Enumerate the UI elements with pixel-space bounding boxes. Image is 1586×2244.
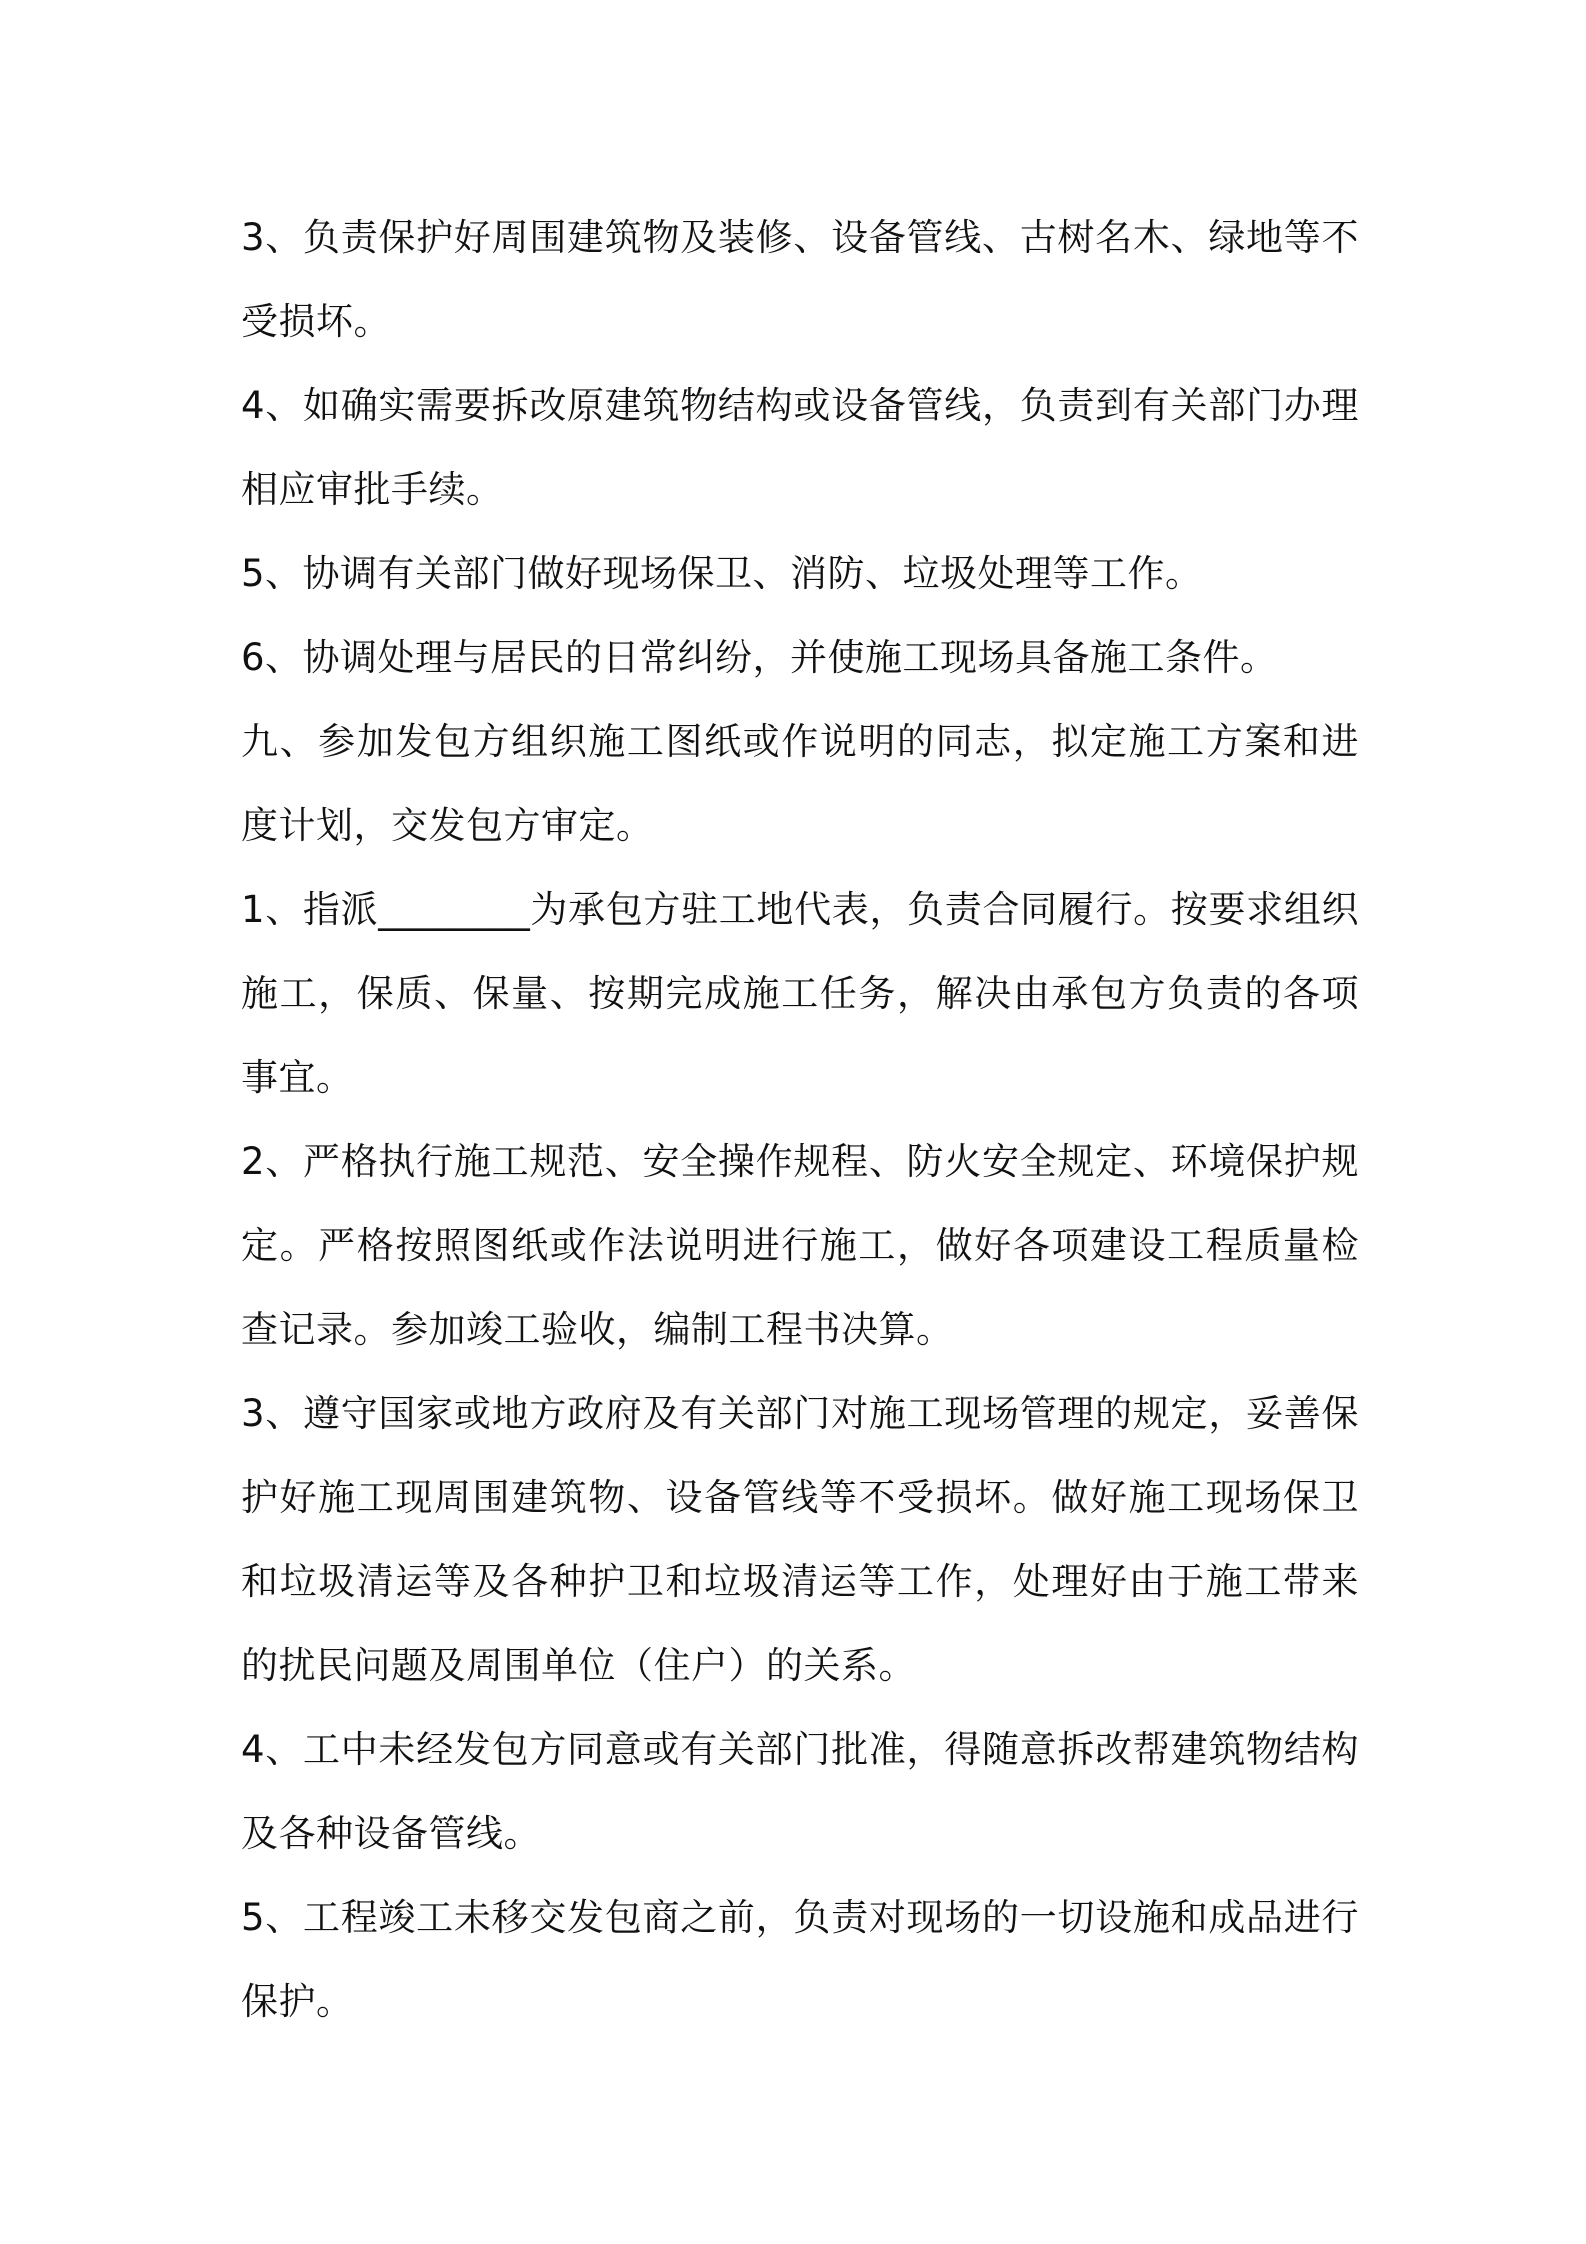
paragraph-section-nine: 九、参加发包方组织施工图纸或作说明的同志，拟定施工方案和进度计划，交发包方审定。 [241, 720, 1359, 847]
paragraph-item-2-construction-standards: 2、严格执行施工规范、安全操作规程、防火安全规定、环境保护规定。严格按照图纸或作法说明进行施工，做好各项建设工程质量检查记录。参加竣工验收，编制工程书决算。 [241, 1140, 1359, 1351]
paragraph-item-3-protect-buildings: 3、负责保护好周围建筑物及装修、设备管线、古树名木、绿地等不受损坏。 [241, 216, 1359, 343]
document-body [241, 196, 1359, 2044]
paragraph-item-4-no-alteration: 4、工中未经发包方同意或有关部门批准，得随意拆改帮建筑物结构及各种设备管线。 [241, 1728, 1359, 1855]
paragraph-item-6-disputes: 6、协调处理与居民的日常纠纷，并使施工现场具备施工条件。 [241, 636, 1278, 679]
paragraph-item-3-site-management: 3、遵守国家或地方政府及有关部门对施工现场管理的规定，妥善保护好施工现周围建筑物、设备管线等不受损坏。做好施工现场保卫和垃圾清运等及各种护卫和垃圾清运等工作，处理好由于施工带来的扰民问题及周围单位（住户）的关系。 [241, 1392, 1359, 1687]
paragraph-item-5-protection-before-handover: 5、工程竣工未移交发包商之前，负责对现场的一切设施和成品进行保护。 [241, 1896, 1359, 2023]
paragraph-item-5-coordination: 5、协调有关部门做好现场保卫、消防、垃圾处理等工作。 [241, 552, 1203, 595]
paragraph-item-1-site-representative: 1、指派________为承包方驻工地代表，负责合同履行。按要求组织施工，保质、保量、按期完成施工任务，解决由承包方负责的各项事宜。 [241, 888, 1359, 1099]
paragraph-item-4-approval: 4、如确实需要拆改原建筑物结构或设备管线，负责到有关部门办理相应审批手续。 [241, 384, 1359, 511]
